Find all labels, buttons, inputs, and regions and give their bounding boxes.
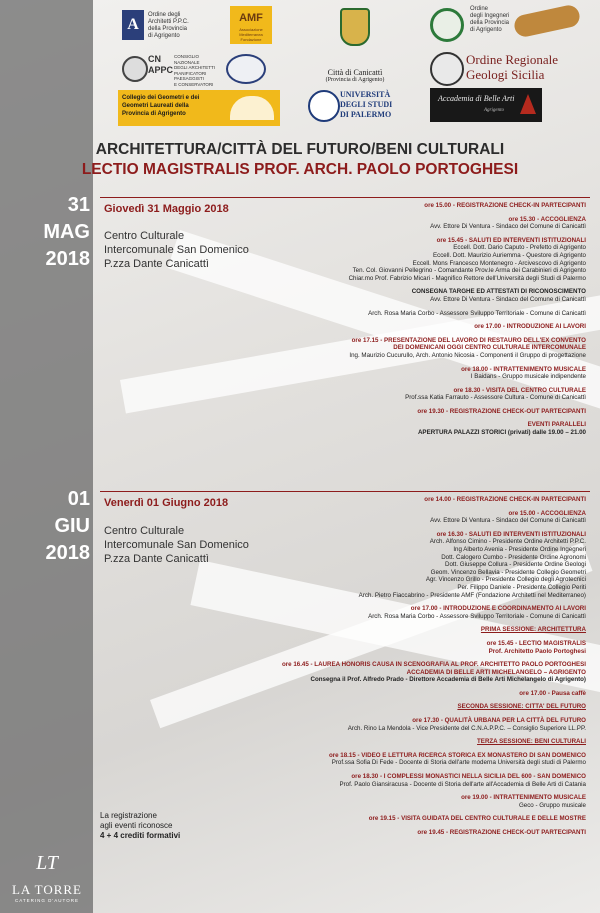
ingegneri-graphic [512, 3, 581, 38]
day1-date-month: MAG [43, 221, 90, 243]
unipa-text-3: DI PALERMO [340, 110, 392, 119]
day1-heading: Giovedì 31 Maggio 2018 [104, 203, 229, 215]
program-time-entry: ore 19.45 - REGISTRAZIONE CHECK-OUT PARTECIPANTI [417, 829, 586, 836]
program-time-entry: ore 19.15 - VISITA GUIDATA DEL CENTRO CULTURALE E DELLE MOSTRE [368, 815, 586, 823]
cnappc-text-4: PAESAGGISTI [174, 76, 204, 81]
day1-place-line-3: P.zza Dante Canicattì [104, 258, 209, 270]
architetti-text-2: Architetti P.P.C. [148, 19, 189, 25]
program-speaker-line: Arch. Pietro Fiaccabrino - Presidente AMF (Fondazione Architetti nel Mediterraneo) [358, 591, 586, 599]
program-time-entry: ore 18.15 - VIDEO E LETTURA RICERCA STORICA EX MONASTERO DI SAN DOMENICO [328, 751, 586, 759]
program-time-entry: Prof. Architetto Paolo Portoghesi [488, 647, 586, 655]
day2-heading: Venerdì 01 Giugno 2018 [104, 497, 229, 509]
amf-logo [230, 6, 272, 44]
program-time-entry: ore 17.30 - QUALITÀ URBANA PER LA CITTÀ DEL FUTURO [412, 717, 586, 725]
day1-divider [100, 197, 590, 198]
program-time-entry: ACCADEMIA DI BELLE ARTI MICHELANGELO – AGRIGENTO [406, 668, 586, 676]
day2-program [96, 496, 586, 837]
program-time-entry: ore 15.00 - ACCOGLIENZA [508, 509, 586, 517]
geometri-text-1: Collegio dei Geometri e dei [122, 95, 200, 101]
program-time-entry: ore 17.15 - PRESENTAZIONE DEL LAVORO DI RESTAURO DELL'EX CONVENTO [351, 336, 586, 344]
program-time-entry: ore 17.00 - INTRODUZIONE E COORDINAMENTO AI LAVORI [410, 605, 586, 613]
day2-date [0, 486, 90, 567]
program-time-entry: ore 15.45 - LECTIO MAGISTRALIS [486, 639, 586, 647]
program-speaker-line: Dott. Calogero Cumbo - Presidente Ordine Agronomi [441, 553, 586, 561]
day2-date-month: GIU [54, 515, 90, 537]
day1-program [96, 202, 586, 437]
program-time-entry: EVENTI PARALLELI [527, 421, 586, 429]
program-speaker-line: Arch. Rino La Mendola - Vice Presidente del C.N.A.P.P.C. – Consiglio Superiore LL.PP. [347, 724, 586, 732]
day1-place-line-1: Centro Culturale [104, 230, 185, 242]
accademia-subtext: Agrigento [484, 108, 504, 113]
canicatti-crest-icon [340, 8, 370, 46]
program-speaker-line: Eccell. Mons Francesco Montenegro - Arcivescovo di Agrigento [412, 259, 586, 267]
ingegneri-text-3: della Provincia [470, 20, 510, 26]
cnappc-text-2: DEGLI ARCHITETTI [174, 65, 216, 70]
session-heading: SECONDA SESSIONE: CITTA' DEL FUTURO [457, 703, 586, 711]
day2-divider [100, 491, 590, 492]
ingegneri-text-1: Ordine [470, 6, 489, 12]
session-heading: TERZA SESSIONE: BENI CULTURALI [477, 738, 586, 746]
registration-line-3: 4 + 4 crediti formativi [100, 831, 181, 840]
day1-date-year: 2018 [45, 248, 90, 270]
unipa-text-1: UNIVERSITÀ [340, 90, 391, 99]
amf-text: AMF [239, 12, 263, 24]
day1-date [0, 192, 90, 273]
accademia-logo [430, 88, 542, 122]
program-time-entry: ore 19.00 - INTRATTENIMENTO MUSICALE [461, 794, 586, 802]
geometri-ordine-seal-icon [430, 52, 464, 86]
program-speaker-line: Dott. Giuseppe Collura - Presidente Ordine Geologi [444, 561, 586, 569]
geometri-text-2: Geometri Laureati della [122, 103, 189, 109]
canicatti-subtitle: (Provincia di Agrigento) [325, 77, 385, 83]
registration-line-1: La registrazione [100, 811, 157, 820]
program-time-entry: DEI DOMENICANI OGGI CENTRO CULTURALE INTERCOMUNALE [393, 344, 586, 352]
architetti-text-1: Ordine degli [148, 12, 181, 18]
periti-seal-icon [226, 54, 266, 84]
program-time-entry: ore 17.00 - INTRODUZIONE AI LAVORI [474, 323, 586, 331]
program-time-entry: ore 17.00 - Pausa caffè [519, 689, 586, 697]
geologi-text-1: Ordine Regionale [466, 52, 559, 67]
agronomi-seal-icon [430, 8, 464, 42]
canicatti-logo [310, 8, 400, 88]
architetti-mark: A [122, 10, 144, 40]
registration-line-2: agli eventi riconosce [100, 821, 173, 830]
day2-date-day: 01 [67, 488, 90, 510]
program-speaker-line: Eccell. Dott. Maurizio Auriemma - Questore di Agrigento [432, 251, 586, 259]
program-speaker-line: Arch. Rosa Maria Corbo - Assessore Sviluppo Territoriale - Comune di Canicattì [368, 309, 586, 317]
canicatti-title: Città di Canicattì [327, 68, 383, 77]
program-speaker-line: Prof.ssa Katia Farrauto - Assessore Cultura - Comune di Canicattì [405, 394, 586, 402]
program-speaker-line: Geco - Gruppo musicale [518, 801, 586, 809]
la-torre-name: LA TORRE [11, 882, 82, 897]
program-speaker-line: Arch. Rosa Maria Corbo - Assessore Sviluppo Territoriale - Comune di Canicattì [368, 612, 586, 620]
geometri-logo [118, 90, 280, 126]
program-speaker-line: Ing Alberto Avenia - Presidente Ordine Ingegneri [453, 545, 586, 553]
unipa-logo [308, 88, 404, 122]
program-time-entry: ore 18.30 - VISITA DEL CENTRO CULTURALE [453, 386, 586, 394]
ingegneri-text-2: degli Ingegneri [470, 13, 510, 19]
program-speaker-line: Avv. Ettore Di Ventura - Sindaco del Comune di Canicattì [430, 295, 586, 303]
amf-subtext: Associazione Mediterranea Fondazione [239, 27, 263, 42]
program-speaker-line: Geom. Vincenzo Bellavia - Presidente Collegio Geometri [430, 568, 586, 576]
accademia-mark-icon [520, 94, 536, 114]
architetti-text-4: di Agrigento [148, 33, 180, 39]
geologi-logo [466, 52, 586, 82]
program-time-entry: ore 14.00 - REGISTRAZIONE CHECK-IN PARTECIPANTI [424, 496, 586, 503]
program-speaker-line: Arch. Alfonso Cimino - Presidente Ordine Architetti P.P.C. [429, 538, 586, 546]
republic-emblem-icon [122, 56, 148, 82]
program-time-entry: ore 19.30 - REGISTRAZIONE CHECK-OUT PARTECIPANTI [417, 407, 586, 415]
program-speaker-line: Chiar.mo Prof. Fabrizio Micari - Magnifico Rettore dell'Università degli Studi di Palermo [348, 274, 586, 282]
la-torre-mark: LT [36, 852, 58, 874]
program-speaker-line: Agr. Vincenzo Grillo - Presidente Collegio degli Agrotecnici [425, 576, 586, 584]
cnappc-mark: CN APPC [148, 54, 174, 75]
day2-place-line-3: P.zza Dante Canicattì [104, 553, 209, 565]
la-torre-sub: CATERING D'AUTORE [15, 898, 79, 903]
program-speaker-line: Ing. Maurizio Cucurullo, Arch. Antonio Nicosia - Componenti il Gruppo di progettazione [349, 351, 586, 359]
program-speaker-line: Prof. Paolo Giansiracusa - Docente di Storia dell'arte all'Accademia di Belle Arti di Catania [339, 780, 586, 788]
day2-place-line-2: Intercomunale San Domenico [104, 539, 249, 551]
la-torre-logo [8, 852, 86, 903]
cnappc-text-3: PIANIFICATORI [174, 70, 207, 76]
cnappc-logo [148, 54, 218, 87]
program-time-entry: ore 16.30 - SALUTI ED INTERVENTI ISTITUZIONALI [436, 530, 586, 538]
program-speaker-line: Prof.ssa Sofia Di Fede - Docente di Storia dell'arte moderna Università degli studi di Palermo [331, 759, 586, 767]
program-speaker-line: Per. Filippo Daniele - Presidente Collegio Periti [457, 583, 586, 591]
registration-note [100, 811, 180, 841]
program-time-entry: ore 16.45 - LAUREA HONORIS CAUSA IN SCENOGRAFIA AL PROF. ARCHITETTO PAOLO PORTOGHESI [281, 661, 586, 669]
ingegneri-text-4: di Agrigento [470, 27, 502, 33]
architetti-logo [122, 10, 202, 44]
geologi-text-2: Geologi Sicilia [466, 67, 545, 82]
program-speaker-line: Avv. Ettore Di Ventura - Sindaco del Comune di Canicattì [430, 517, 586, 525]
program-speaker-line: Ten. Col. Giovanni Pellegrino - Comandante Prov.le Arma dei Carabinieri di Agrigento [352, 267, 586, 275]
program-speaker-line: Avv. Ettore Di Ventura - Sindaco del Comune di Canicattì [430, 223, 586, 231]
program-time-entry: ore 15.45 - SALUTI ED INTERVENTI ISTITUZIONALI [436, 236, 586, 244]
temple-icon [230, 96, 274, 120]
event-subtitle: LECTIO MAGISTRALIS PROF. ARCH. PAOLO PORTOGHESI [81, 161, 519, 178]
cnappc-text-1: CONSIGLIO NAZIONALE [174, 54, 200, 65]
program-speaker-line: Consegna il Prof. Alfredo Prado - Direttore Accademia di Belle Arti Michelangelo di Agrigento) [310, 676, 586, 684]
program-time-entry: ore 18.00 - INTRATTENIMENTO MUSICALE [461, 365, 586, 373]
program-speaker-line: Eccell. Dott. Dario Caputo - Prefetto di Agrigento [453, 244, 586, 252]
program-time-entry: ore 15.30 - ACCOGLIENZA [508, 215, 586, 223]
left-grey-strip [0, 0, 93, 913]
day2-date-year: 2018 [45, 542, 90, 564]
program-time-entry: ore 18.30 - I COMPLESSI MONASTICI NELLA SICILIA DEL 600 - SAN DOMENICO [351, 773, 586, 781]
program-speaker-line: APERTURA PALAZZI STORICI (privati) dalle 19.00 – 21.00 [417, 429, 586, 437]
day2-place-line-1: Centro Culturale [104, 525, 185, 537]
geometri-text-3: Provincia di Agrigento [122, 111, 186, 117]
ingegneri-logo [470, 4, 580, 48]
architetti-text-3: della Provincia [148, 26, 188, 32]
unipa-text-2: DEGLI STUDI [340, 100, 393, 109]
program-time-entry: ore 15.00 - REGISTRAZIONE CHECK-IN PARTECIPANTI [424, 202, 586, 209]
accademia-text: Accademia di Belle Arti [438, 94, 515, 103]
program-speaker-line: CONSEGNA TARGHE ED ATTESTATI DI RICONOSCIMENTO [411, 288, 586, 296]
program-speaker-line: I Baidans - Gruppo musicale indipendente [470, 373, 586, 381]
unipa-seal-icon [308, 90, 340, 122]
cnappc-text-5: E CONSERVATORI [174, 81, 214, 87]
day1-place-line-2: Intercomunale San Domenico [104, 244, 249, 256]
event-title: ARCHITETTURA/CITTÀ DEL FUTURO/BENI CULTURALI [95, 141, 505, 158]
day1-date-day: 31 [67, 194, 90, 216]
session-heading: PRIMA SESSIONE: ARCHITETTURA [480, 626, 586, 634]
